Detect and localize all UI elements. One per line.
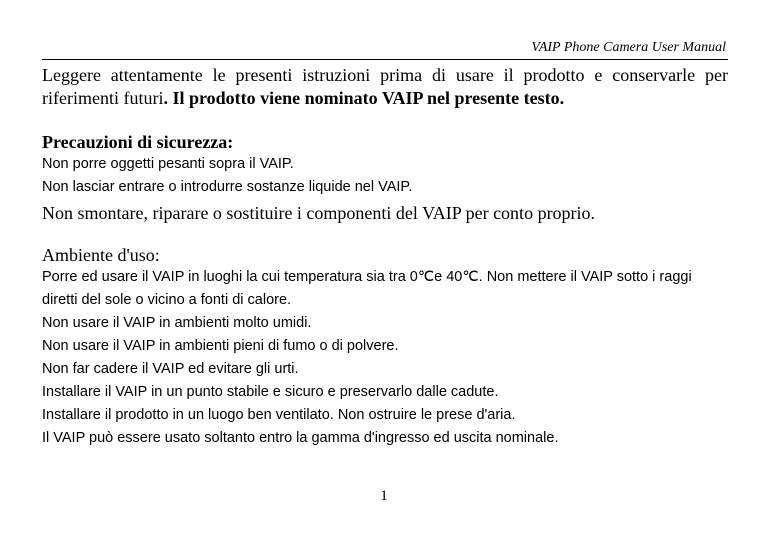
list-item: Installare il VAIP in un punto stabile e sicuro e preservarlo dalle cadute.: [42, 384, 499, 400]
list-item: Non porre oggetti pesanti sopra il VAIP.: [42, 156, 294, 172]
safety-serif-item: Non smontare, riparare o sostituire i componenti del VAIP per conto proprio.: [42, 203, 596, 223]
intro-bold-text: . Il prodotto viene nominato VAIP nel presente testo.: [163, 88, 565, 108]
list-item: Non far cadere il VAIP ed evitare gli urti.: [42, 361, 299, 377]
list-item: Porre ed usare il VAIP in luoghi la cui temperatura sia tra 0℃e 40℃. Non mettere il VAIP sotto i raggi diretti del sole o vicino a fonti di calore.: [42, 269, 692, 308]
list-item: Non lasciar entrare o introdurre sostanze liquide nel VAIP.: [42, 179, 413, 195]
page-number: 1: [380, 488, 388, 504]
running-header: VAIP Phone Camera User Manual: [531, 40, 726, 55]
list-item: Il VAIP può essere usato soltanto entro la gamma d'ingresso ed uscita nominale.: [42, 430, 559, 446]
header-rule: [42, 59, 728, 60]
list-item: Non usare il VAIP in ambienti molto umidi.: [42, 315, 312, 331]
environment-section-title: Ambiente d'uso:: [42, 245, 160, 265]
intro-paragraph: [42, 64, 728, 110]
list-item: Non usare il VAIP in ambienti pieni di fumo o di polvere.: [42, 338, 399, 354]
intro-text: Leggere attentamente le presenti istruzioni prima di usare il prodotto e conservarle per riferimenti futuri: [42, 65, 728, 108]
list-item: Installare il prodotto in un luogo ben ventilato. Non ostruire le prese d'aria.: [42, 407, 516, 423]
environment-list: [42, 266, 730, 450]
safety-section-title: Precauzioni di sicurezza:: [42, 132, 234, 152]
safety-list: [42, 153, 732, 199]
